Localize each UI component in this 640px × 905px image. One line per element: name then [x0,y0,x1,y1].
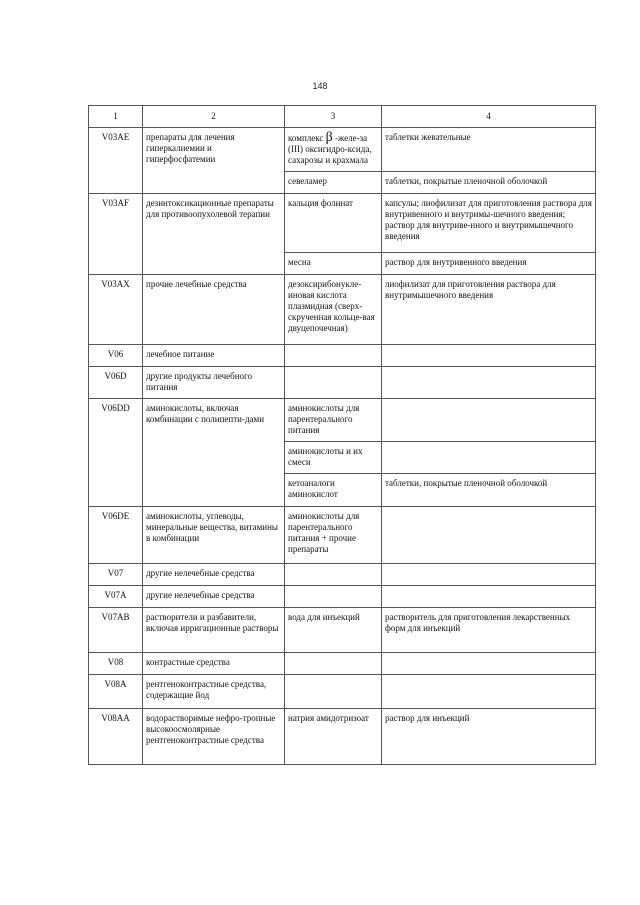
drug-name: аминокислоты для парентерального питания + прочие препараты [285,507,382,564]
dosage-form: таблетки, покрытые пленочной оболочкой [382,474,596,507]
dosage-form: таблетки жевательные [382,128,596,172]
dosage-form: лиофилизат для приготовления раствора для внутримышечного введения [382,275,596,345]
drug-name: аминокислоты для парентерального питания [285,399,382,442]
table-row [89,653,596,675]
table-row [89,675,596,709]
table-row [89,608,596,653]
dosage-form [382,345,596,367]
atc-group: другие нелечебные средства [143,564,285,586]
atc-group: растворители и разбавители, включая ирригационные растворы [143,608,285,653]
atc-code: V06D [89,367,143,399]
drug-name [285,564,382,586]
column-number-4: 4 [382,106,596,128]
drug-name: месна [285,253,382,275]
atc-group: водорастворимые нефро-тропные высокоосмолярные рентгеноконтрастные средства [143,709,285,765]
drug-name: дезоксирибонукле-иновая кислота плазмидная (сверх-скрученная кольце-вая двуцепочечная) [285,275,382,345]
atc-group: контрастные средства [143,653,285,675]
table-row [89,586,596,608]
dosage-form: капсулы; лиофилизат для приготовления раствора для внутривенного и внутримы-шечного введения; раствор для внутриве-нного и внутримышечного введения [382,194,596,253]
drug-name [285,367,382,399]
dosage-form [382,586,596,608]
atc-code: V08 [89,653,143,675]
atc-group: аминокислоты, углеводы, минеральные вещества, витамины в комбинации [143,507,285,564]
drug-name-suffix: -желе-за (III) оксигидро-ксида, сахарозы и крахмала [288,133,372,165]
table-row [89,275,596,345]
table-row [89,507,596,564]
atc-group: другие нелечебные средства [143,586,285,608]
column-number-3: 3 [285,106,382,128]
table-row [89,194,596,253]
atc-code: V08A [89,675,143,709]
dosage-form [382,507,596,564]
atc-group: аминокислоты, включая комбинации с полипепти-дами [143,399,285,507]
dosage-form [382,442,596,474]
column-number-2: 2 [143,106,285,128]
dosage-form: раствор для внутривенного введения [382,253,596,275]
table-header-row [89,106,596,128]
drug-name: аминокислоты и их смеси [285,442,382,474]
dosage-form: раствор для инъекций [382,709,596,765]
atc-code: V07 [89,564,143,586]
beta-symbol: β [325,130,333,145]
atc-code: V03AX [89,275,143,345]
drug-name: кальция фолинат [285,194,382,253]
atc-group: лечебное питание [143,345,285,367]
dosage-form: таблетки, покрытые пленочной оболочкой [382,172,596,194]
drug-name [285,653,382,675]
dosage-form [382,367,596,399]
atc-code: V08AA [89,709,143,765]
table-row [89,367,596,399]
atc-code: V07AB [89,608,143,653]
atc-group: дезинтоксикационные препараты для противоопухолевой терапии [143,194,285,275]
atc-group: прочие лечебные средства [143,275,285,345]
atc-group: рентгеноконтрастные средства, содержащие йод [143,675,285,709]
drug-name-prefix: комплекс [288,133,326,143]
column-number-1: 1 [89,106,143,128]
table-row [89,564,596,586]
drug-name [285,586,382,608]
drug-name: севеламер [285,172,382,194]
table-row [89,345,596,367]
atc-code: V03AF [89,194,143,275]
atc-code: V03AE [89,128,143,194]
drug-name [285,675,382,709]
drug-name: натрия амидотризоат [285,709,382,765]
drug-name [285,345,382,367]
page-number: 148 [312,81,328,91]
drug-classification-table [88,105,596,765]
dosage-form [382,653,596,675]
table-row [89,399,596,442]
drug-name: вода для инъекций [285,608,382,653]
atc-code: V07A [89,586,143,608]
dosage-form: растворитель для приготовления лекарственных форм для инъекций [382,608,596,653]
atc-code: V06DD [89,399,143,507]
dosage-form [382,399,596,442]
table-row [89,128,596,172]
table-row [89,709,596,765]
atc-group: другие продукты лечебного питания [143,367,285,399]
atc-code: V06 [89,345,143,367]
drug-name: кетоаналоги аминокислот [285,474,382,507]
dosage-form [382,564,596,586]
dosage-form [382,675,596,709]
drug-name [285,128,382,172]
atc-group: препараты для лечения гиперкалиемии и гиперфосфатемии [143,128,285,194]
atc-code: V06DE [89,507,143,564]
